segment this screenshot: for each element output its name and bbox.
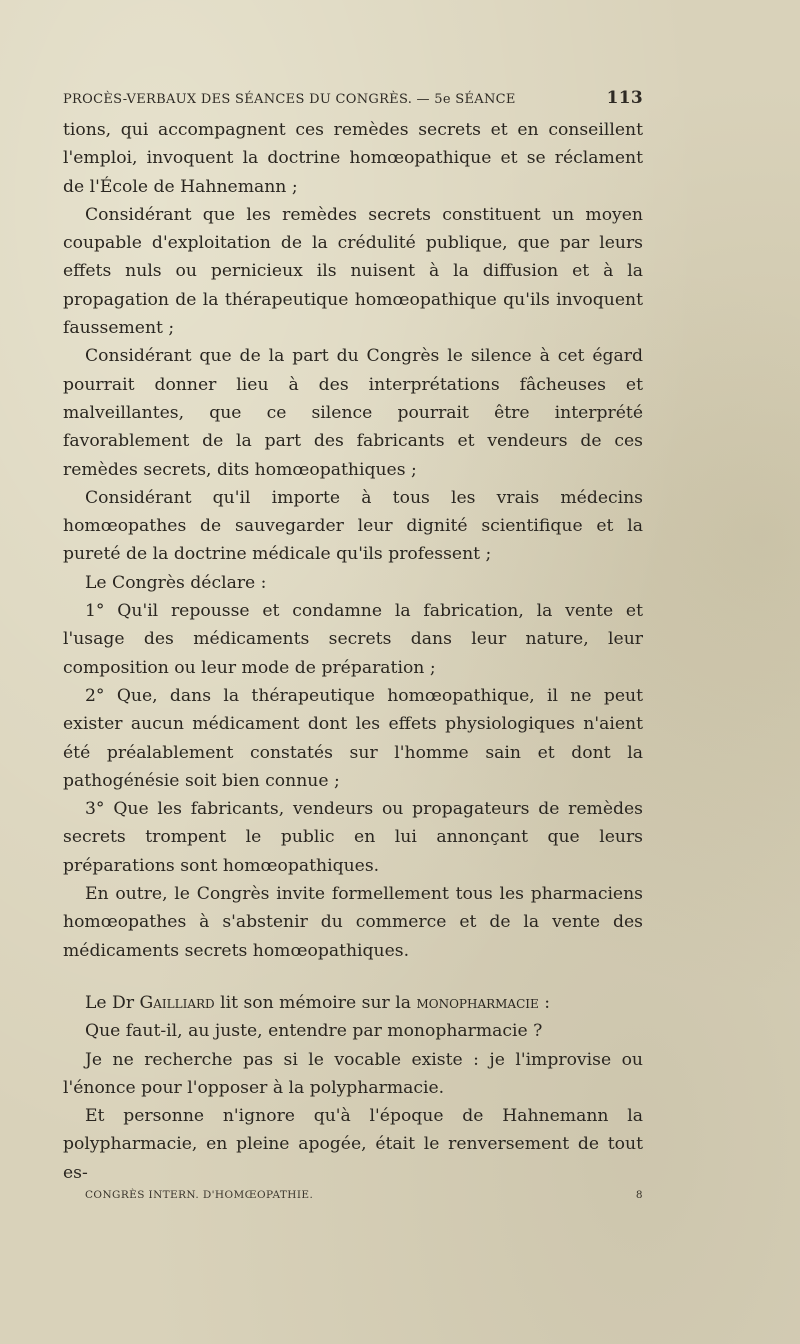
body-text (63, 116, 643, 1187)
memoir-subject: monopharmacie (416, 992, 539, 1013)
signature-title: CONGRÈS INTERN. D'HOMŒOPATHIE. (85, 1188, 314, 1201)
author-name: Gailliard (139, 992, 215, 1013)
paragraph: Considérant que les remèdes secrets constituent un moyen coupable d'exploitation de la crédulité publique, que par leurs effets nuls ou pernicieux ils nuisent à la diffusion et à la propagation de la thérapeutique homœopathique qu'ils invoquent faussement ; (63, 204, 643, 339)
paragraph: En outre, le Congrès invite formellement tous les pharmaciens homœopathes à s'abstenir du commerce et de la vente des médicaments secrets homœopathiques. (63, 884, 643, 961)
paragraph: Et personne n'ignore qu'à l'époque de Hahnemann la polypharmacie, en pleine apogée, était le renversement de tout es- (63, 1106, 643, 1183)
paragraph: Considérant que de la part du Congrès le silence à cet égard pourrait donner lieu à des interprétations fâcheuses et malveillantes, que ce silence pourrait être interprété favorablement de la part des fabricants et vendeurs de ces remèdes secrets, dits homœopathiques ; (63, 346, 643, 480)
section-gap (63, 965, 643, 989)
paragraph: Considérant qu'il importe à tous les vrais médecins homœopathes de sauvegarder leur dignité scientifique et la pureté de la doctrine médicale qu'ils professent ; (63, 487, 643, 565)
page-number: 113 (606, 88, 643, 108)
intro-prefix: Le Dr (85, 992, 140, 1013)
paragraph: 1° Qu'il repousse et condamne la fabrication, la vente et l'usage des médicaments secrets dans leur nature, leur composition ou leur mode de préparation ; (63, 601, 643, 678)
signature-line (63, 1189, 643, 1201)
signature-number: 8 (635, 1188, 643, 1201)
paragraph: Je ne recherche pas si le vocable existe : je l'improvise ou l'énonce pour l'opposer à la polypharmacie. (63, 1049, 643, 1098)
book-page (63, 88, 643, 1201)
paragraph: tions, qui accompagnent ces remèdes secrets et en conseillent l'emploi, invoquent la doctrine homœopathique et se réclament de l'École de Hahnemann ; (63, 120, 643, 197)
running-title: PROCÈS-VERBAUX DES SÉANCES DU CONGRÈS. — 5e SÉANCE (63, 92, 516, 107)
intro-middle: lit son mémoire sur la (214, 992, 417, 1013)
running-header (63, 88, 643, 116)
paragraph: 3° Que les fabricants, vendeurs ou propagateurs de remèdes secrets trompent le public en lui annonçant que leurs préparations sont homœopathiques. (63, 799, 643, 876)
intro-suffix: : (538, 992, 551, 1013)
paragraph: Que faut-il, au juste, entendre par monopharmacie ? (85, 1021, 543, 1042)
paragraph: 2° Que, dans la thérapeutique homœopathique, il ne peut exister aucun médicament dont les effets physiologiques n'aient été préalablement constatés sur l'homme sain et dont la pathogénésie soit bien connue ; (63, 685, 643, 791)
section-intro (63, 989, 643, 1017)
paragraph: Le Congrès déclare : (85, 572, 267, 593)
